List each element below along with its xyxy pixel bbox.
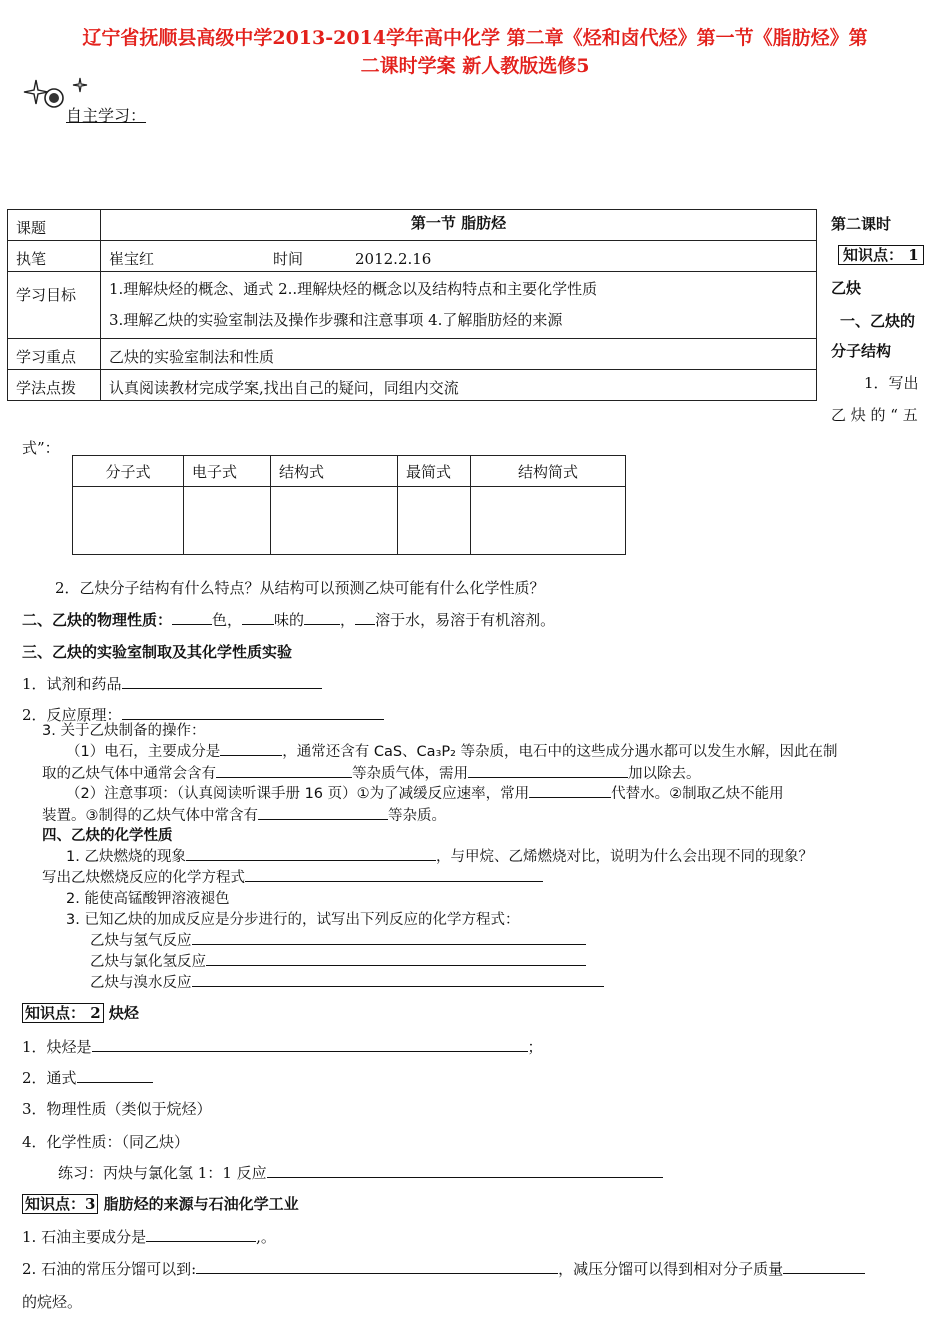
blank[interactable] <box>245 866 543 882</box>
section-4-heading: 四、乙炔的化学性质 <box>42 828 173 844</box>
blank[interactable] <box>122 704 384 720</box>
text: 加以除去。 <box>628 766 701 782</box>
carbide-line-2 <box>42 762 701 783</box>
text: 取的乙炔气体中通常会含有 <box>42 766 216 782</box>
general-formula-line <box>22 1067 153 1088</box>
blank[interactable] <box>267 1162 663 1178</box>
kp3-title: 脂肪烃的来源与石油化学工业 <box>98 1195 299 1213</box>
blank[interactable] <box>242 609 274 625</box>
blank[interactable] <box>192 971 604 987</box>
text: 味的 <box>274 611 305 629</box>
section-3-heading: 三、乙炔的实验室制取及其化学性质实验 <box>22 643 293 661</box>
blank[interactable] <box>196 1258 558 1274</box>
five-forms-intro: 式”： <box>22 439 60 457</box>
hydrogen-reaction-line <box>90 929 586 950</box>
text: 2. 石油的常压分馏可以到: <box>22 1260 197 1278</box>
text: （2）注意事项：（认真阅读听课手册 16 页）①为了减缓反应速率，常用 <box>66 786 530 802</box>
text: 色， <box>212 611 243 629</box>
blank[interactable] <box>122 673 322 689</box>
knowledge-point-1 <box>838 244 924 265</box>
petroleum-line-1 <box>22 1226 276 1247</box>
notes-line <box>66 782 784 803</box>
answer-cell[interactable] <box>184 487 271 555</box>
text: 2．反应原理： <box>22 706 122 724</box>
header-structural: 结构式 <box>271 456 398 487</box>
text: 1. 乙炔燃烧的现象 <box>66 849 186 865</box>
addition-line: 3. 已知乙炔的加成反应是分步进行的，试写出下列反应的化学方程式： <box>66 912 520 928</box>
document-title <box>10 24 940 80</box>
text: ， <box>340 611 356 629</box>
text: 乙炔与氯化氢反应 <box>90 954 206 970</box>
topic-value: 第一节 脂肪烃 <box>101 210 817 241</box>
header-simplest: 最简式 <box>398 456 471 487</box>
text: 溶于水，易溶于有机溶剂。 <box>375 611 556 629</box>
kp1-box: 知识点： 1 <box>838 245 924 265</box>
blank[interactable] <box>468 762 628 778</box>
question-2: 2．乙炔分子结构有什么特点？从结构可以预测乙炔可能有什么化学性质？ <box>55 579 545 597</box>
question-1a: 1．写出 <box>864 374 919 392</box>
blank[interactable] <box>258 804 388 820</box>
goal-line-1: 1.理解炔烃的概念、通式 2..理解炔烃的概念以及结构特点和主要化学性质 <box>109 280 598 298</box>
burning-equation-line <box>42 866 543 887</box>
kp2-box: 知识点： 2 <box>22 1003 104 1023</box>
text: ，与甲烷、乙烯燃烧对比，说明为什么会出现不同的现象？ <box>435 849 813 865</box>
blank[interactable] <box>220 740 282 756</box>
physical-property-line: 3．物理性质（类似于烷烃） <box>22 1100 212 1118</box>
text: （1）电石，主要成分是 <box>66 744 221 760</box>
petroleum-line-3: 的烷烃。 <box>22 1293 83 1311</box>
physical-heading: 二、乙炔的物理性质： <box>22 611 173 629</box>
lesson-info-table <box>7 209 817 401</box>
author-value: 崔宝红 <box>109 250 155 268</box>
kp2-title: 炔烃 <box>103 1004 139 1022</box>
answer-cell[interactable] <box>471 487 626 555</box>
burning-line <box>66 845 813 866</box>
blank[interactable] <box>206 950 586 966</box>
text: 1．试剂和药品 <box>22 675 122 693</box>
acetylene-heading: 乙炔 <box>831 279 862 297</box>
five-forms-table <box>72 455 626 555</box>
answer-cell[interactable] <box>398 487 471 555</box>
text: 代替水。②制取乙炔不能用 <box>611 786 784 802</box>
petroleum-line-2 <box>22 1258 865 1279</box>
blank[interactable] <box>355 609 375 625</box>
goal-line-2: 3.理解乙炔的实验室制法及操作步骤和注意事项 4.了解脂肪烃的来源 <box>109 311 563 329</box>
text: ； <box>527 1038 543 1056</box>
blank[interactable] <box>186 845 436 861</box>
notes-line-2 <box>42 804 446 825</box>
goal-label: 学习目标 <box>8 272 101 339</box>
operation-heading: 3. 关于乙炔制备的操作： <box>42 723 206 739</box>
self-study-heading: 自主学习： <box>66 106 147 125</box>
section-1-heading-b: 分子结构 <box>831 342 892 360</box>
blank[interactable] <box>192 929 586 945</box>
carbide-line <box>66 740 838 761</box>
text: ，通常还含有 CaS、Ca₃P₂ 等杂质，电石中的这些成分遇水都可以发生水解，因此在制 <box>282 744 838 760</box>
time-value: 2012.2.16 <box>355 250 432 268</box>
section-1-heading-a: 一、乙炔的 <box>840 312 916 330</box>
text: 等杂质气体，需用 <box>352 766 468 782</box>
text: 装置。③制得的乙炔气体中常含有 <box>42 808 258 824</box>
answer-cell[interactable] <box>73 487 184 555</box>
time-label: 时间 <box>273 250 304 268</box>
blank[interactable] <box>529 782 611 798</box>
header-electron: 电子式 <box>184 456 271 487</box>
blank[interactable] <box>783 1258 865 1274</box>
author-label: 执笔 <box>8 241 101 272</box>
blank[interactable] <box>77 1067 153 1083</box>
blank[interactable] <box>92 1036 528 1052</box>
physical-properties <box>22 609 555 630</box>
header-condensed: 结构简式 <box>471 456 626 487</box>
author-row <box>101 241 817 272</box>
text: ，减压分馏可以得到相对分子质量 <box>558 1260 784 1278</box>
title-line-2: 二课时学案 新人教版选修5 <box>360 55 590 77</box>
text: 1．炔烃是 <box>22 1038 92 1056</box>
header-molecular: 分子式 <box>73 456 184 487</box>
alkyne-definition-line <box>22 1036 543 1057</box>
focus-value: 乙炔的实验室制法和性质 <box>101 339 817 370</box>
knowledge-point-3 <box>22 1193 299 1214</box>
hcl-reaction-line <box>90 950 586 971</box>
method-label: 学法点拨 <box>8 370 101 401</box>
answer-cell[interactable] <box>271 487 398 555</box>
text: 写出乙炔燃烧反应的化学方程式 <box>42 870 245 886</box>
focus-label: 学习重点 <box>8 339 101 370</box>
bromine-reaction-line <box>90 971 604 992</box>
title-line-1: 辽宁省抚顺县高级中学2013-2014学年高中化学 第二章《烃和卤代烃》第一节《脂肪烃》第 <box>82 27 868 49</box>
text: ,。 <box>256 1228 276 1246</box>
text: 1. 石油主要成分是 <box>22 1228 147 1246</box>
goal-value <box>101 272 817 339</box>
exercise-line <box>58 1162 663 1183</box>
lesson-number: 第二课时 <box>831 215 892 233</box>
text: 2．通式 <box>22 1069 77 1087</box>
blank[interactable] <box>146 1226 256 1242</box>
text: 乙炔与氢气反应 <box>90 933 192 949</box>
chemical-property-line: 4．化学性质：（同乙炔） <box>22 1133 190 1151</box>
text: 乙炔与溴水反应 <box>90 975 192 991</box>
kp3-box: 知识点：3 <box>22 1194 98 1214</box>
text: 等杂质。 <box>388 808 446 824</box>
kmno4-line: 2. 能使高锰酸钾溶液褪色 <box>66 891 230 907</box>
question-1b: 乙 炔 的 “ 五 <box>831 406 918 424</box>
reagents-line <box>22 673 322 694</box>
blank[interactable] <box>216 762 352 778</box>
method-value: 认真阅读教材完成学案,找出自己的疑问，同组内交流 <box>101 370 817 401</box>
blank[interactable] <box>304 609 340 625</box>
topic-label: 课题 <box>8 210 101 241</box>
text: 练习：丙炔与氯化氢 1：1 反应 <box>58 1164 267 1182</box>
blank[interactable] <box>172 609 212 625</box>
knowledge-point-2 <box>22 1002 139 1023</box>
